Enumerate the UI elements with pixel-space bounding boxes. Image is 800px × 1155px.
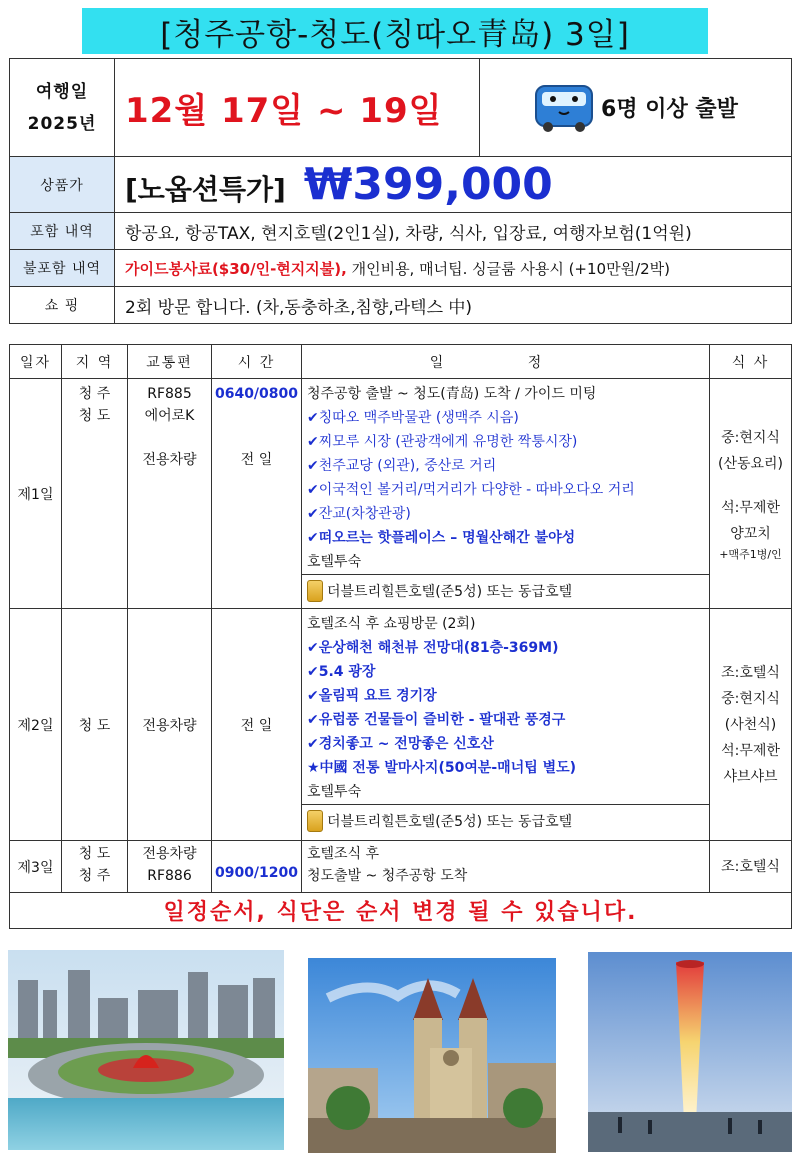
day2-item: 호텔투숙: [307, 784, 362, 800]
day3-trans-2: RF886: [147, 868, 192, 884]
day2-meal-4: 석:무제한: [721, 742, 780, 759]
header-time: 시 간: [212, 345, 302, 379]
day2-meal-3: (사천식): [724, 716, 777, 733]
day1-transport: [128, 379, 212, 609]
day3-itinerary: [302, 841, 710, 893]
schedule-table: [9, 344, 792, 929]
schedule-header: [10, 345, 792, 379]
header-itinerary: 일 정: [302, 345, 710, 379]
photo-may-fourth-square: [8, 950, 284, 1150]
day3-trans-1: 전용차량: [142, 846, 197, 862]
price-cell: [115, 157, 792, 213]
date-label-2: 2025년: [27, 113, 97, 134]
day1-item: ✔찌모루 시장 (관광객에게 유명한 짝퉁시장): [307, 434, 578, 450]
day3-transport: [128, 841, 212, 893]
header-meal: 식 사: [710, 345, 792, 379]
include-value: 항공요, 항공TAX, 현지호텔(2인1실), 차량, 식사, 입장료, 여행자보험(1억원): [115, 213, 792, 250]
day2-item: ✔올림픽 요트 경기장: [307, 688, 437, 704]
day2-time: 전 일: [212, 609, 302, 841]
day3-meal: 조:호텔식: [710, 841, 792, 893]
exclude-guide-fee: 가이드봉사료($30/인-현지지불),: [125, 259, 347, 278]
day1-item: 호텔투숙: [307, 554, 362, 570]
day1-meal-5: +맥주1병/인: [719, 547, 782, 561]
day1-region-1: 청 주: [78, 386, 111, 402]
day1-label: 제1일: [10, 379, 62, 609]
photo-st-michael-cathedral: [308, 958, 556, 1153]
price-label: 상품가: [10, 157, 115, 213]
day1-trans-2: 에어로K: [144, 408, 195, 424]
day1-item: 청주공항 출발 ~ 청도(青岛) 도착 / 가이드 미팅: [307, 386, 597, 402]
title-banner: [82, 8, 708, 54]
day1-time-2: 전 일: [240, 452, 273, 468]
price-prefix: [노옵션특가]: [125, 173, 286, 206]
day1-region: [62, 379, 128, 609]
day2-hotel: [302, 804, 709, 836]
day3-label: 제3일: [10, 841, 62, 893]
exclude-cell: [115, 250, 792, 287]
date-value-cell: [115, 59, 480, 157]
day1-time: [212, 379, 302, 609]
day1-trans-1: RF885: [147, 386, 192, 402]
day1-meal-2: (산동요리): [717, 455, 784, 472]
shopping-value: 2회 방문 합니다. (차,동충하초,침향,라텍스 中): [115, 287, 792, 324]
day1-meal-1: 중:현지식: [721, 429, 780, 446]
header-region: 지 역: [62, 345, 128, 379]
day2-meal-5: 샤브샤브: [723, 768, 778, 785]
day2-item: ✔경치좋고 ~ 전망좋은 신호산: [307, 736, 494, 752]
day1-itinerary: [302, 379, 710, 609]
photo-olympic-torch-tower: [588, 952, 792, 1152]
day3-region-1: 청 도: [78, 846, 111, 862]
photo-strip: [0, 940, 800, 1155]
header-day: 일자: [10, 345, 62, 379]
day3-row: [10, 841, 792, 893]
travel-date: 12월 17일 ~ 19일: [125, 91, 443, 131]
price-value: ₩399,000: [303, 159, 553, 210]
exclude-rest: 개인비용, 매너팁. 싱글룸 사용시 (+10만원/2박): [346, 259, 671, 278]
day1-item: ✔떠오르는 핫플레이스 – 명월산해간 불야성: [307, 530, 576, 546]
hotel-icon: [307, 580, 323, 602]
day2-itinerary: [302, 609, 710, 841]
hotel-icon: [307, 810, 323, 832]
day1-meal-4: 양꼬치: [730, 525, 771, 542]
info-table: [9, 58, 792, 324]
day2-hotel-name: 더블트리힐튼호텔(준5성) 또는 동급호텔: [327, 813, 573, 830]
day1-item: ✔칭따오 맥주박물관 (생맥주 시음): [307, 410, 519, 426]
day2-item: ✔유럽풍 건물들이 즐비한 - 팔대관 풍경구: [307, 712, 566, 728]
day2-item: ★中國 전통 발마사지(50여분-매너팁 별도): [307, 760, 577, 776]
header-transport: 교통편: [128, 345, 212, 379]
day2-label: 제2일: [10, 609, 62, 841]
day3-item-2: 청도출발 ~ 청주공항 도착: [307, 868, 468, 884]
departure-condition: 6명 이상 출발: [601, 97, 738, 122]
date-label-cell: [10, 59, 115, 157]
include-label: 포함 내역: [10, 213, 115, 250]
page-title: [청주공항-청도(칭따오青岛) 3일]: [160, 16, 630, 53]
day2-meal-1: 조:호텔식: [721, 664, 780, 681]
departure-cell: [480, 59, 792, 157]
day3-time: 0900/1200: [212, 841, 302, 893]
day1-item: ✔천주교당 (외관), 중산로 거리: [307, 458, 497, 474]
day3-region-2: 청 주: [78, 868, 111, 884]
day1-hotel-name: 더블트리힐튼호텔(준5성) 또는 동급호텔: [327, 583, 573, 600]
day2-item: ✔운상해천 해천뷰 전망대(81층-369M): [307, 640, 559, 656]
day2-item: ✔5.4 광장: [307, 664, 376, 680]
day1-meals: [710, 379, 792, 609]
bus-icon: [533, 82, 595, 134]
day1-region-2: 청 도: [78, 408, 111, 424]
day1-meal-3: 석:무제한: [721, 499, 780, 516]
day3-region: [62, 841, 128, 893]
exclude-label: 불포함 내역: [10, 250, 115, 287]
day1-trans-3: 전용차량: [142, 452, 197, 468]
date-label-1: 여행일: [35, 81, 89, 102]
day2-meal-2: 중:현지식: [721, 690, 780, 707]
day1-row: [10, 379, 792, 609]
day2-region: 청 도: [62, 609, 128, 841]
shopping-label: 쇼 핑: [10, 287, 115, 324]
schedule-notice: 일정순서, 식단은 순서 변경 될 수 있습니다.: [10, 893, 792, 929]
day2-item: 호텔조식 후 쇼핑방문 (2회): [307, 616, 476, 632]
day1-hotel: [302, 574, 709, 606]
day3-item-1: 호텔조식 후: [307, 846, 380, 862]
day1-time-1: 0640/0800: [214, 386, 299, 402]
day1-item: ✔잔교(차창관광): [307, 506, 411, 522]
day1-item: ✔이국적인 볼거리/먹거리가 다양한 - 따바오다오 거리: [307, 482, 635, 498]
day2-transport: 전용차량: [128, 609, 212, 841]
day2-meals: [710, 609, 792, 841]
day2-row: [10, 609, 792, 841]
